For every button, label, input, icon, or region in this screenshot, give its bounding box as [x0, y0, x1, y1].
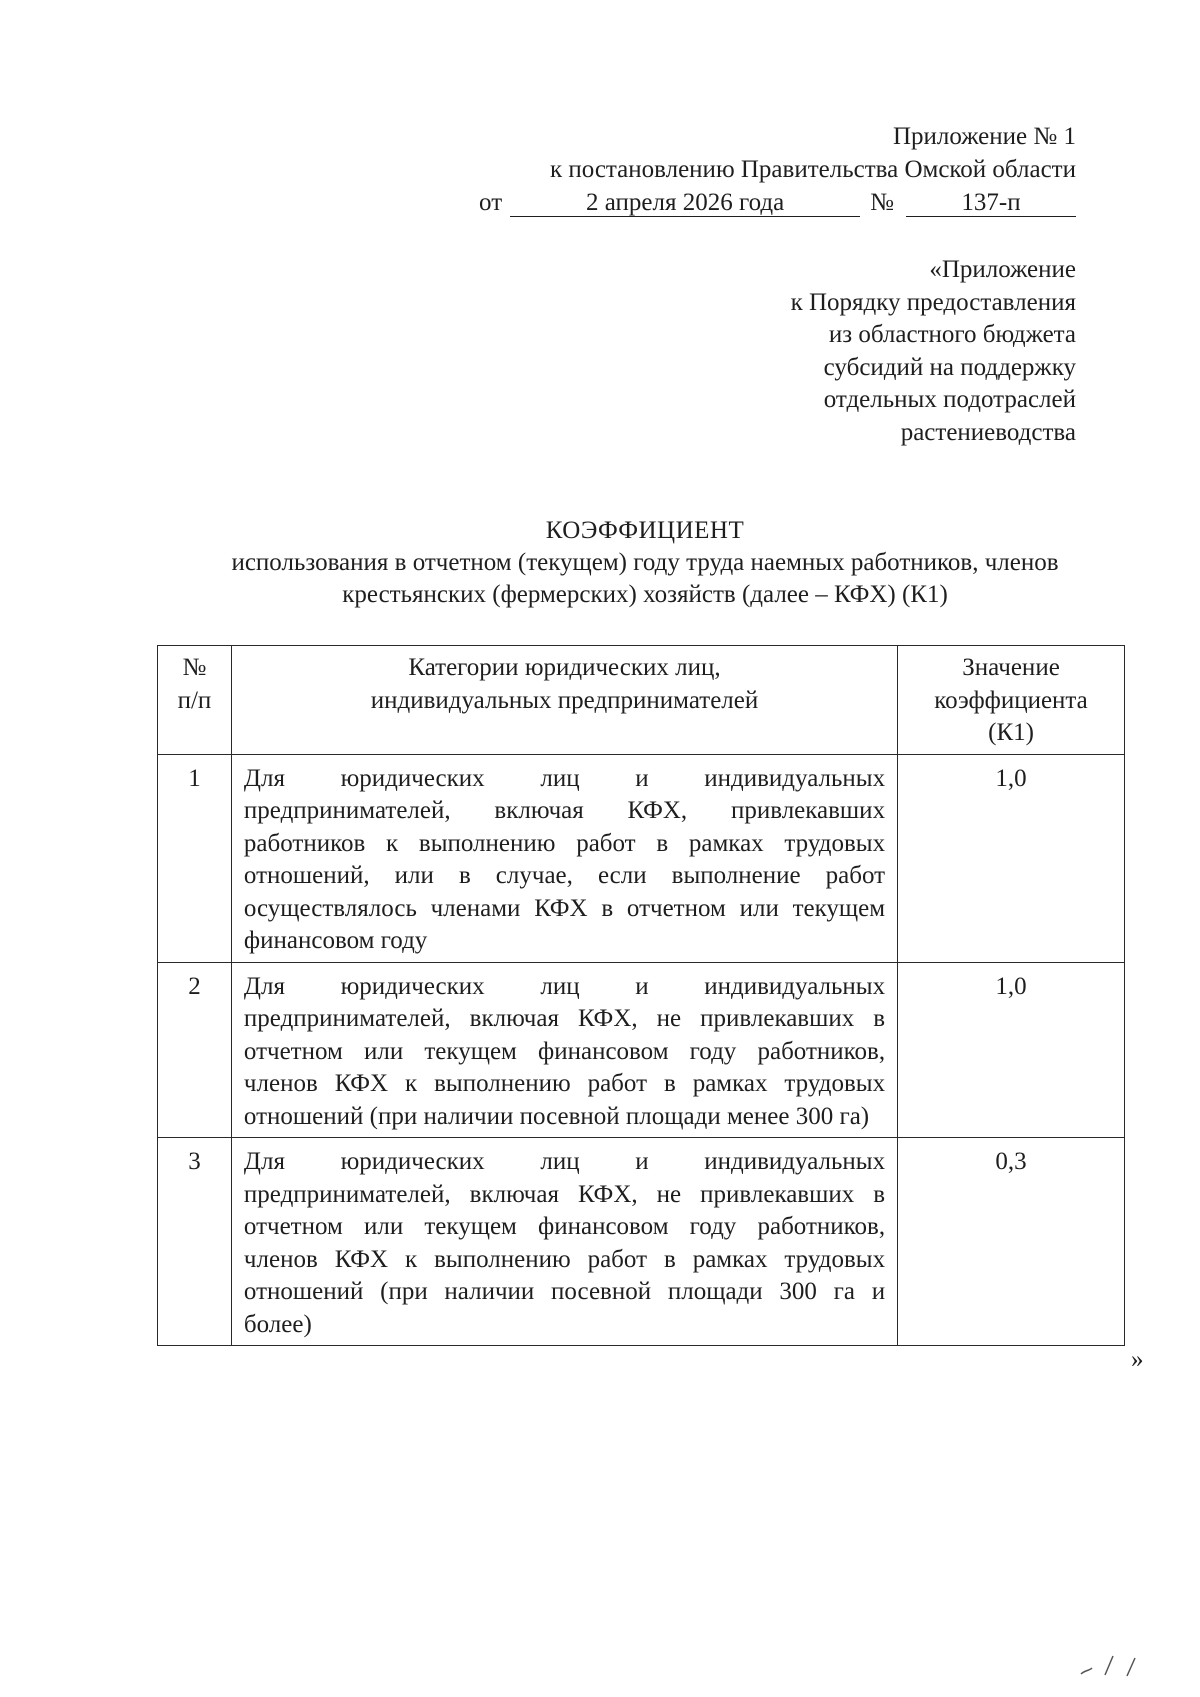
procedure-line: растениеводства [900, 418, 1076, 446]
closing-quote: » [1131, 1346, 1144, 1373]
procedure-line: «Приложение [929, 256, 1076, 283]
document-title [0, 515, 1200, 611]
row-category: Для юридических лиц и индивидуальных предпринимателей, включая КФХ, привлекавших работников к выполнению работ в рамках трудовых отношений, или в случае, если выполнение работ осуществлялось членами КФХ в отчетном или текущем финансовом году [231, 754, 897, 962]
title-main: КОЭФФИЦИЕНТ [545, 517, 745, 544]
row-number: 3 [158, 1138, 232, 1346]
number-sign: № [870, 189, 894, 216]
header-category: Категории юридических лиц, индивидуальных предпринимателей [231, 646, 897, 755]
resolution-date: 2 апреля 2026 года [510, 190, 860, 217]
title-subtitle-line2: крестьянских (фермерских) хозяйств (далее – КФХ) (К1) [342, 581, 948, 608]
coefficient-table [157, 645, 1125, 1346]
row-number: 1 [158, 754, 232, 962]
appendix-label: Приложение № 1 [892, 123, 1076, 150]
title-subtitle-line1: использования в отчетном (текущем) году труда наемных работников, членов [231, 549, 1059, 576]
table-row [158, 754, 1125, 962]
procedure-line: из областного бюджета [828, 321, 1076, 348]
table-row [158, 962, 1125, 1138]
procedure-line: субсидий на поддержку [823, 353, 1076, 381]
header-number: № п/п [158, 646, 232, 755]
row-value: 1,0 [898, 962, 1125, 1138]
row-value: 0,3 [898, 1138, 1125, 1346]
row-category: Для юридических лиц и индивидуальных предпринимателей, включая КФХ, не привлекавших в отчетном или текущем финансовом году работников, членов КФХ к выполнению работ в рамках трудовых отношений (при наличии посевной площади менее 300 га) [231, 962, 897, 1138]
procedure-line: отдельных подотраслей [823, 386, 1076, 413]
row-number: 2 [158, 962, 232, 1138]
resolution-number: 137-п [906, 190, 1076, 217]
appendix-header [479, 120, 1076, 219]
table-header-row [158, 646, 1125, 755]
row-category: Для юридических лиц и индивидуальных предпринимателей, включая КФХ, не привлекавших в отчетном или текущем финансовом году работников, членов КФХ к выполнению работ в рамках трудовых отношений (при наличии посевной площади 300 га и более) [231, 1138, 897, 1346]
handwritten-mark-icon [1075, 1650, 1145, 1680]
header-value: Значение коэффициента (К1) [898, 646, 1125, 755]
procedure-reference [791, 254, 1076, 449]
table-row [158, 1138, 1125, 1346]
procedure-line: к Порядку предоставления [790, 288, 1076, 316]
date-number-line [479, 186, 1076, 219]
date-prefix: от [479, 189, 503, 216]
row-value: 1,0 [898, 754, 1125, 962]
resolution-line: к постановлению Правительства Омской области [549, 156, 1076, 183]
